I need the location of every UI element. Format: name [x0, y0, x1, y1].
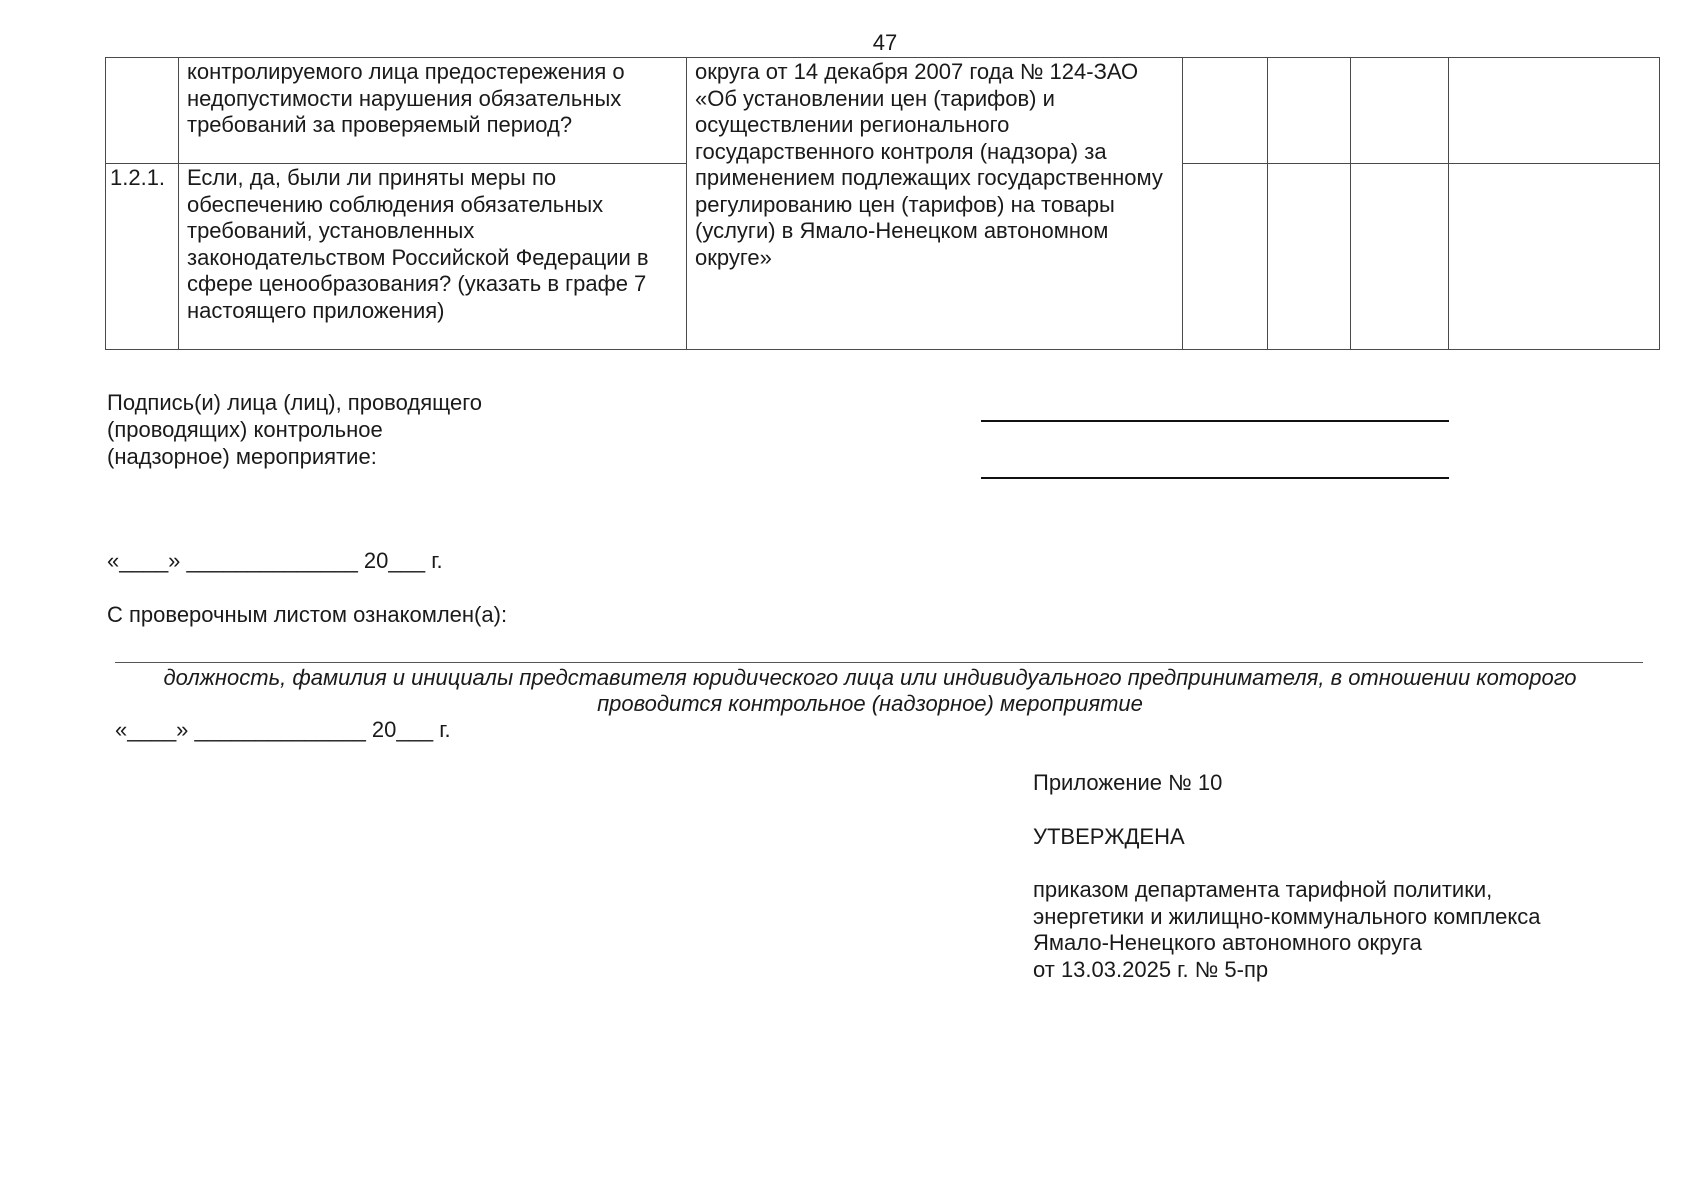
- approval-order-line: от 13.03.2025 г. № 5-пр: [1033, 956, 1269, 982]
- empty-cell: [1449, 58, 1660, 164]
- familiarized-label: С проверочным листом ознакомлен(а):: [107, 602, 508, 627]
- empty-cell: [1183, 58, 1268, 164]
- approval-order-line: энергетики и жилищно-коммунального комплекса: [1033, 903, 1541, 929]
- question-cell: контролируемого лица предостережения о недопустимости нарушения обязательных требований за проверяемый период?: [179, 58, 687, 164]
- approval-order: [1033, 877, 1541, 983]
- signature-line: [981, 477, 1449, 479]
- page-number: 47: [872, 30, 898, 55]
- approval-order-line: приказом департамента тарифной политики,: [1033, 877, 1493, 902]
- representative-line: [115, 662, 1643, 663]
- row-number-cell: 1.2.1.: [106, 164, 179, 350]
- representative-caption: должность, фамилия и инициалы представителя юридического лица или индивидуального предпринимателя, в отношении которого проводится контрольное (надзорное) мероприятие: [163, 665, 1577, 716]
- checklist-table: [105, 57, 1660, 350]
- question-cell: Если, да, были ли приняты меры по обеспечению соблюдения обязательных требований, установленных законодательством Российской Федерации в сфере ценообразования? (указать в графе 7 настоящего приложения): [179, 164, 687, 350]
- empty-cell: [1268, 164, 1351, 350]
- date-line: «____» ______________ 20___ г.: [115, 717, 451, 742]
- signature-label-line: Подпись(и) лица (лиц), проводящего: [107, 390, 482, 415]
- signature-line: [981, 420, 1449, 422]
- empty-cell: [1268, 58, 1351, 164]
- signature-label: [107, 389, 482, 470]
- empty-cell: [1183, 164, 1268, 350]
- empty-cell: [1351, 58, 1449, 164]
- empty-cell: [1449, 164, 1660, 350]
- approval-order-line: Ямало-Ненецкого автономного округа: [1033, 930, 1422, 955]
- legal-reference-cell: округа от 14 декабря 2007 года № 124-ЗАО «Об установлении цен (тарифов) и осуществлении регионального государственного контроля (надзора) за применением подлежащих государственному регулированию цен (тарифов) на товары (услуги) в Ямало-Ненецком автономном округе»: [687, 58, 1183, 350]
- empty-cell: [1351, 164, 1449, 350]
- table-row: [106, 58, 1660, 164]
- signature-label-line: (проводящих) контрольное: [107, 417, 383, 442]
- row-number-cell: [106, 58, 179, 164]
- date-line: «____» ______________ 20___ г.: [107, 548, 443, 573]
- appendix-title: Приложение № 10: [1033, 770, 1223, 795]
- approved-label: УТВЕРЖДЕНА: [1033, 824, 1185, 849]
- signature-label-line: (надзорное) мероприятие:: [107, 444, 377, 469]
